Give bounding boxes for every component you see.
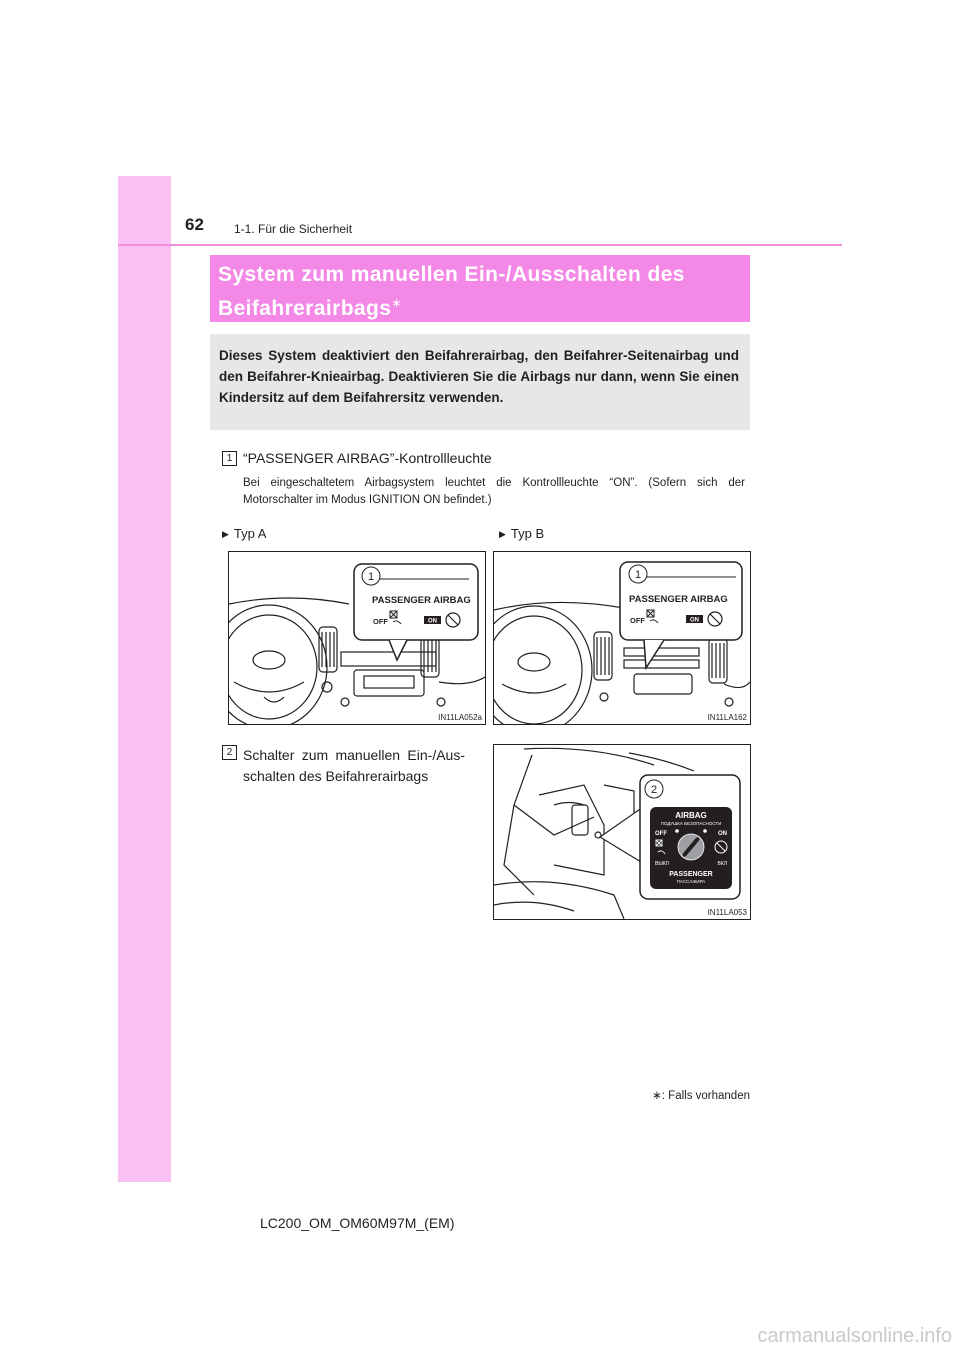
key-switch-knob[interactable] [678,834,704,860]
figure-airbag-switch [493,744,751,920]
glovebox-illustration [494,745,750,919]
switch-on-label: ON [718,831,727,837]
footnote [652,1088,750,1102]
switch-off-dot [675,829,679,833]
dashboard-illustration-a [229,552,485,724]
figure-type-b [493,551,751,725]
page-title [218,261,746,323]
switch-off-ru-label: ВЫКЛ [655,861,669,867]
footer-document-code: LC200_OM_OM60M97M_(EM) [260,1215,455,1231]
off-label-b: OFF [630,616,645,625]
on-label-b: ON [690,617,699,624]
indicator-title-b: PASSENGER AIRBAG [629,594,728,605]
figure-type-a [228,551,486,725]
item-1-description: Bei eingeschaltetem Airbagsystem leuchtet die Kontrollleuchte “ON”. (Sofern sich der Motorschalter im Modus IGNITION ON befindet.) [243,477,745,506]
dashboard-illustration-b [494,552,750,724]
callout-number-switch: 2 [650,784,658,796]
off-label-a: OFF [373,617,388,626]
switch-passenger-ru-label: ПАССАЖИРА [676,879,706,884]
triangle-bullet-icon: ▶ [222,529,229,539]
type-a-label-text: Typ A [233,526,267,541]
item-1-badge: 1 [222,451,237,466]
passenger-airbag-on-icon [708,612,722,626]
callout-number-a: 1 [367,571,375,583]
indicator-title-a: PASSENGER AIRBAG [372,595,471,606]
switch-airbag-ru-label: ПОДУШКА БЕЗОПАСНОСТИ [660,821,722,826]
header-rule [118,244,842,246]
passenger-airbag-on-icon [446,613,460,627]
on-label-a: ON [428,618,437,625]
switch-airbag-label: AIRBAG [675,811,707,820]
section-title: 1-1. Für die Sicherheit [234,222,353,236]
intro-box [210,334,750,430]
switch-on-ru-label: ВКЛ [717,861,727,867]
switch-on-dot [703,829,707,833]
switch-off-label: OFF [655,831,667,837]
item-2-badge: 2 [222,745,237,760]
side-strip [118,176,171,1182]
type-b-label-text: Typ B [510,526,545,541]
item-2-heading: Schalter zum manuellen Ein-/Aus-schalten des Beifahrerairbags [243,747,465,784]
type-b-label [499,526,544,541]
section-title-banner [210,255,750,322]
figure-code-a: IN11LA052a [438,713,482,722]
switch-passenger-label: PASSENGER [669,871,713,878]
figure-code-b: IN11LA162 [707,713,747,722]
page-title-text: System zum manuellen Ein-/Ausschalten des Beifahrerairbags [218,263,685,320]
page-number: 62 [185,215,204,234]
footnote-text: : Falls vorhanden [661,1090,750,1102]
watermark: carmanualsonline.info [757,1325,952,1347]
callout-number-b: 1 [634,569,642,581]
title-asterisk-mark: ∗ [391,296,402,310]
type-a-label [222,526,266,541]
footnote-asterisk-mark: ∗ [652,1090,662,1102]
item-1-heading: “PASSENGER AIRBAG”-Kontrollleuchte [243,450,492,466]
intro-text: Dieses System deaktiviert den Beifahrerairbag, den Beifahrer-Seitenairbag und den Beifahrer-Knieairbag. Deaktivieren Sie die Airbags nur dann, wenn Sie einen Kindersitz auf dem Beifahrersitz verwenden. [219,348,739,405]
triangle-bullet-icon: ▶ [499,529,506,539]
figure-code-switch: IN11LA053 [707,908,747,917]
